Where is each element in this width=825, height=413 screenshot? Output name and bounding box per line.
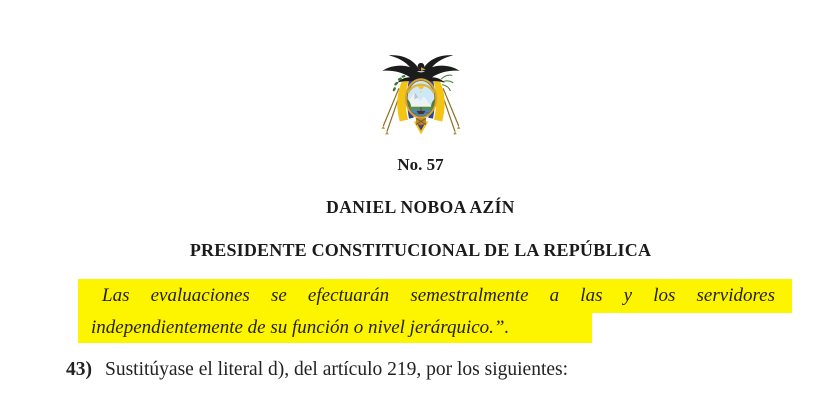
highlighted-quote-line-2: independientemente de su función o nivel jerárquico.”. <box>78 313 592 343</box>
ecuador-coat-of-arms-svg <box>374 46 468 138</box>
item-number: 43) <box>66 359 92 380</box>
ecuador-coat-of-arms-icon <box>374 46 468 138</box>
president-title: PRESIDENTE CONSTITUCIONAL DE LA REPÚBLICA <box>189 240 652 260</box>
document-number: No. 57 <box>397 155 444 174</box>
fasces <box>416 118 426 124</box>
numbered-item-43 <box>66 357 568 383</box>
highlighted-quote <box>78 279 792 343</box>
president-name: DANIEL NOBOA AZÍN <box>326 197 515 217</box>
item-text: Sustitúyase el literal d), del artículo 219, por los siguientes: <box>105 359 569 380</box>
highlighted-quote-line-1: Las evaluaciones se efectuarán semestralmente a las y los servidores <box>78 279 792 313</box>
